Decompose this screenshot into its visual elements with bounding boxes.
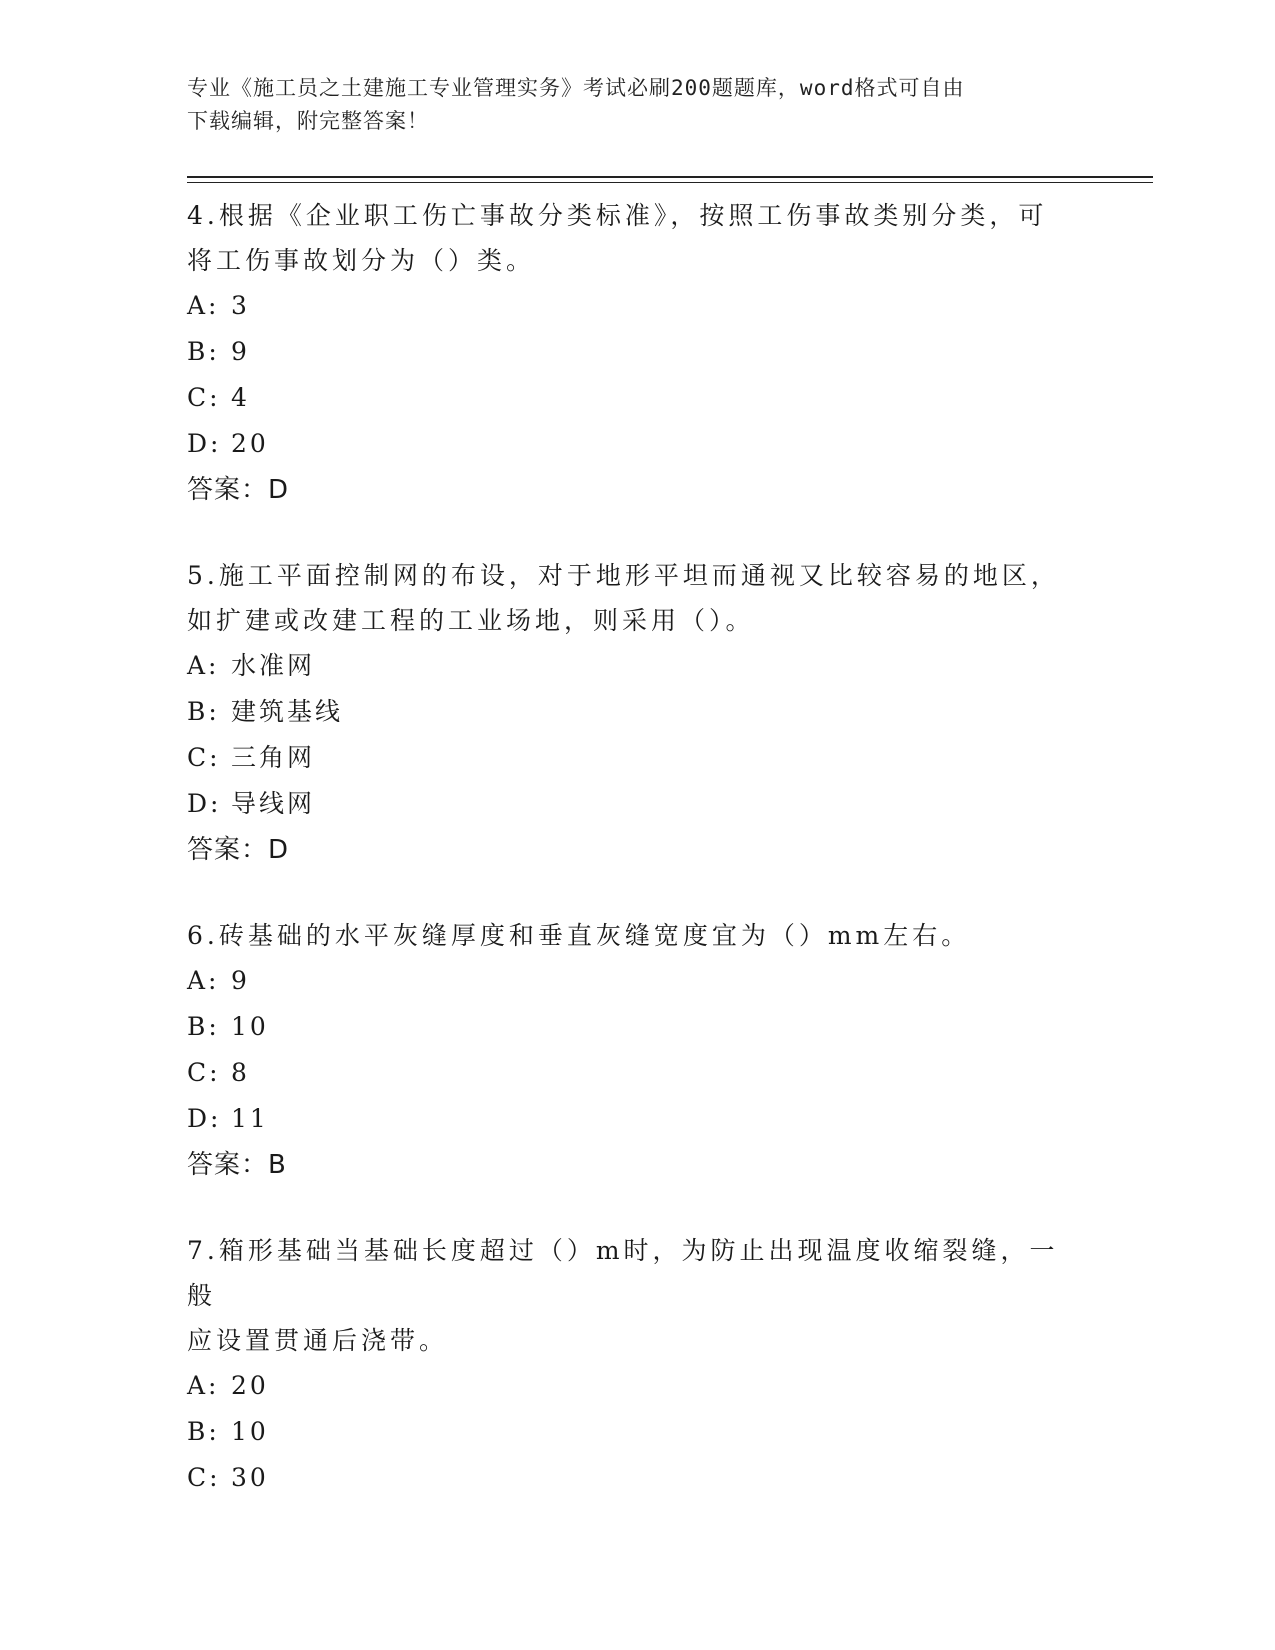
answer-option (187, 375, 1087, 421)
answer-key: 答案：D (187, 835, 290, 865)
header-line-1: 专业《施工员之土建施工专业管理实务》考试必刷200题题库，word格式可自由 (187, 76, 965, 100)
option-text: 9 (231, 337, 250, 366)
header-line-2: 下载编辑，附完整答案！ (187, 109, 429, 133)
option-letter: A: (187, 291, 220, 320)
option-letter: A: (187, 966, 220, 995)
header-divider-thin (187, 182, 1153, 183)
option-text: 9 (231, 966, 250, 995)
option-text: 30 (231, 1463, 269, 1492)
question-text: 7.箱形基础当基础长度超过（）m时，为防止出现温度收缩裂缝，一般 (187, 1236, 1059, 1310)
option-text: 10 (231, 1417, 269, 1446)
answer-option (187, 1096, 1087, 1142)
option-text: 11 (231, 1104, 269, 1133)
option-letter: B: (187, 1012, 220, 1041)
question-block (187, 193, 1087, 513)
answer-option (187, 1363, 1087, 1409)
option-letter: C: (187, 383, 221, 412)
option-letter: D: (187, 1104, 222, 1133)
option-letter: D: (187, 789, 222, 818)
option-letter: C: (187, 1058, 221, 1087)
answer-option (187, 1004, 1087, 1050)
question-text: 6.砖基础的水平灰缝厚度和垂直灰缝宽度宜为（）mm左右。 (187, 921, 971, 950)
option-letter: B: (187, 337, 220, 366)
option-text: 4 (231, 383, 250, 412)
answer-option (187, 1050, 1087, 1096)
option-letter: B: (187, 697, 220, 726)
header-divider-thick (187, 176, 1153, 178)
answer-option (187, 329, 1087, 375)
answer-option (187, 643, 1087, 689)
option-text: 10 (231, 1012, 269, 1041)
option-text: 三角网 (231, 743, 316, 772)
answer-option (187, 283, 1087, 329)
answer-option (187, 1409, 1087, 1455)
option-text: 20 (231, 429, 269, 458)
question-text: 4.根据《企业职工伤亡事故分类标准》，按照工伤事故类别分类，可 (187, 201, 1048, 230)
question-text: 如扩建或改建工程的工业场地，则采用（）。 (187, 606, 755, 635)
answer-option (187, 958, 1087, 1004)
question-block (187, 553, 1087, 873)
question-list (187, 193, 1087, 1541)
option-letter: A: (187, 1371, 220, 1400)
option-text: 8 (231, 1058, 250, 1087)
option-text: 20 (231, 1371, 269, 1400)
document-header (187, 72, 1067, 138)
question-text: 将工伤事故划分为（）类。 (187, 246, 536, 275)
answer-option (187, 1455, 1087, 1501)
answer-option (187, 689, 1087, 735)
answer-option (187, 735, 1087, 781)
question-text: 应设置贯通后浇带。 (187, 1326, 449, 1355)
answer-option (187, 781, 1087, 827)
option-text: 3 (231, 291, 250, 320)
option-text: 导线网 (231, 789, 316, 818)
answer-key: 答案：D (187, 475, 290, 505)
option-letter: D: (187, 429, 222, 458)
question-block (187, 913, 1087, 1188)
option-text: 建筑基线 (231, 697, 344, 726)
option-letter: A: (187, 651, 220, 680)
option-letter: B: (187, 1417, 220, 1446)
option-letter: C: (187, 1463, 221, 1492)
question-block (187, 1228, 1087, 1501)
answer-option (187, 421, 1087, 467)
answer-key: 答案：B (187, 1150, 287, 1180)
option-text: 水准网 (231, 651, 316, 680)
question-text: 5.施工平面控制网的布设，对于地形平坦而通视又比较容易的地区， (187, 561, 1060, 590)
option-letter: C: (187, 743, 221, 772)
